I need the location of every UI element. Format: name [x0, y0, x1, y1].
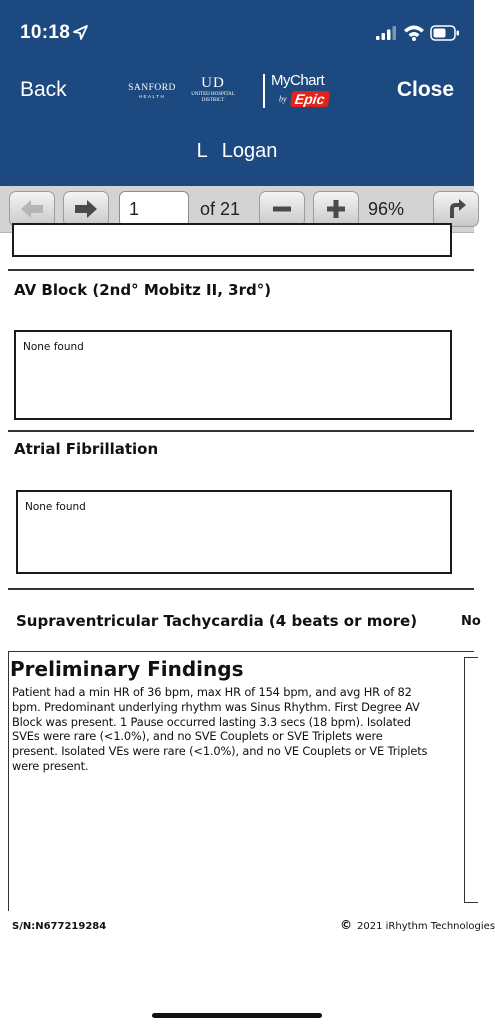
uhd-logo-mark: UD — [201, 75, 225, 91]
wifi-icon — [403, 24, 425, 41]
adjacent-panel-edge — [464, 657, 478, 903]
zoom-level: 96% — [368, 199, 405, 219]
mychart-logo-name: MyChart — [271, 72, 325, 89]
by-epic-row — [279, 90, 343, 108]
united-hospital-district-logo — [184, 75, 242, 104]
findings-line: Block was present. 1 Pause occurred lasting 3.3 secs (18 bpm). Isolated — [12, 714, 411, 729]
uhd-logo-line1: UNITED HOSPITAL — [191, 92, 235, 97]
cellular-signal-icon — [376, 26, 396, 40]
next-page-button[interactable] — [63, 191, 109, 227]
findings-line: SVEs were rare (<1.0%), and no SVE Couplets or SVE Triplets were — [12, 729, 383, 744]
atrial-fibrillation-result-box — [16, 490, 452, 574]
plus-icon — [325, 198, 347, 220]
section-divider — [8, 588, 474, 590]
minus-icon — [271, 198, 293, 220]
battery-icon — [430, 24, 460, 42]
copyright — [340, 918, 495, 932]
section-title-atrial-fibrillation: Atrial Fibrillation — [14, 440, 159, 458]
findings-line: were present. — [12, 758, 89, 773]
findings-line: present. Isolated VEs were rare (<1.0%), and no VE Couplets or VE Triplets — [12, 744, 428, 759]
document-page[interactable] — [0, 233, 495, 1005]
sanford-health-logo — [128, 83, 176, 99]
av-block-result-box — [14, 330, 452, 420]
section-title-svt: Supraventricular Tachycardia (4 beats or more) — [16, 612, 418, 630]
findings-line: Patient had a min HR of 36 bpm, max HR of 154 bpm, and avg HR of 82 — [12, 685, 412, 699]
logo-divider — [263, 74, 265, 108]
av-block-result-text: None found — [23, 341, 84, 353]
back-button[interactable]: Back — [20, 78, 67, 101]
sanford-logo-name: SANFORD — [128, 83, 176, 93]
findings-body — [12, 685, 460, 774]
atrial-fibrillation-result-text: None found — [25, 501, 86, 513]
arrow-left-icon — [19, 198, 45, 220]
mychart-epic-logo — [271, 72, 343, 108]
section-title-av-block: AV Block (2nd° Mobitz II, 3rd°) — [14, 281, 272, 299]
status-bar — [0, 0, 474, 70]
copyright-text: 2021 iRhythm Technologies — [357, 921, 495, 932]
patient-initial: L — [196, 140, 208, 162]
partner-logos — [128, 70, 346, 112]
home-indicator[interactable] — [152, 1013, 322, 1018]
zoom-in-button[interactable] — [313, 191, 359, 227]
svt-cutoff-text: No — [461, 614, 481, 629]
previous-page-button[interactable] — [9, 191, 55, 227]
sanford-logo-sub: HEALTH — [138, 94, 166, 99]
close-button[interactable]: Close — [396, 78, 454, 101]
rotate-button[interactable] — [433, 191, 479, 227]
section-divider — [8, 430, 474, 432]
arrow-right-icon — [73, 198, 99, 220]
uhd-logo-line2: DISTRICT — [201, 98, 225, 103]
page-number-input[interactable] — [119, 191, 189, 227]
zoom-out-button[interactable] — [259, 191, 305, 227]
home-bar — [0, 1005, 474, 1025]
status-time: 10:18 — [20, 22, 71, 43]
by-text: by — [279, 94, 287, 104]
findings-title: Preliminary Findings — [10, 657, 244, 681]
location-arrow-icon — [72, 24, 89, 41]
copyright-icon: © — [340, 918, 352, 932]
findings-line: bpm. Predominant underlying rhythm was Sinus Rhythm. First Degree AV — [12, 699, 420, 714]
section-divider — [8, 269, 474, 271]
serial-number: S/N:N677219284 — [12, 921, 107, 932]
epic-badge: Epic — [290, 91, 330, 107]
page-total-label: of 21 — [200, 199, 241, 219]
app-header — [0, 0, 474, 186]
patient-name: Logan — [221, 140, 278, 162]
previous-section-box — [12, 223, 452, 257]
rotate-icon — [444, 198, 468, 220]
patient-switcher[interactable] — [0, 140, 474, 163]
